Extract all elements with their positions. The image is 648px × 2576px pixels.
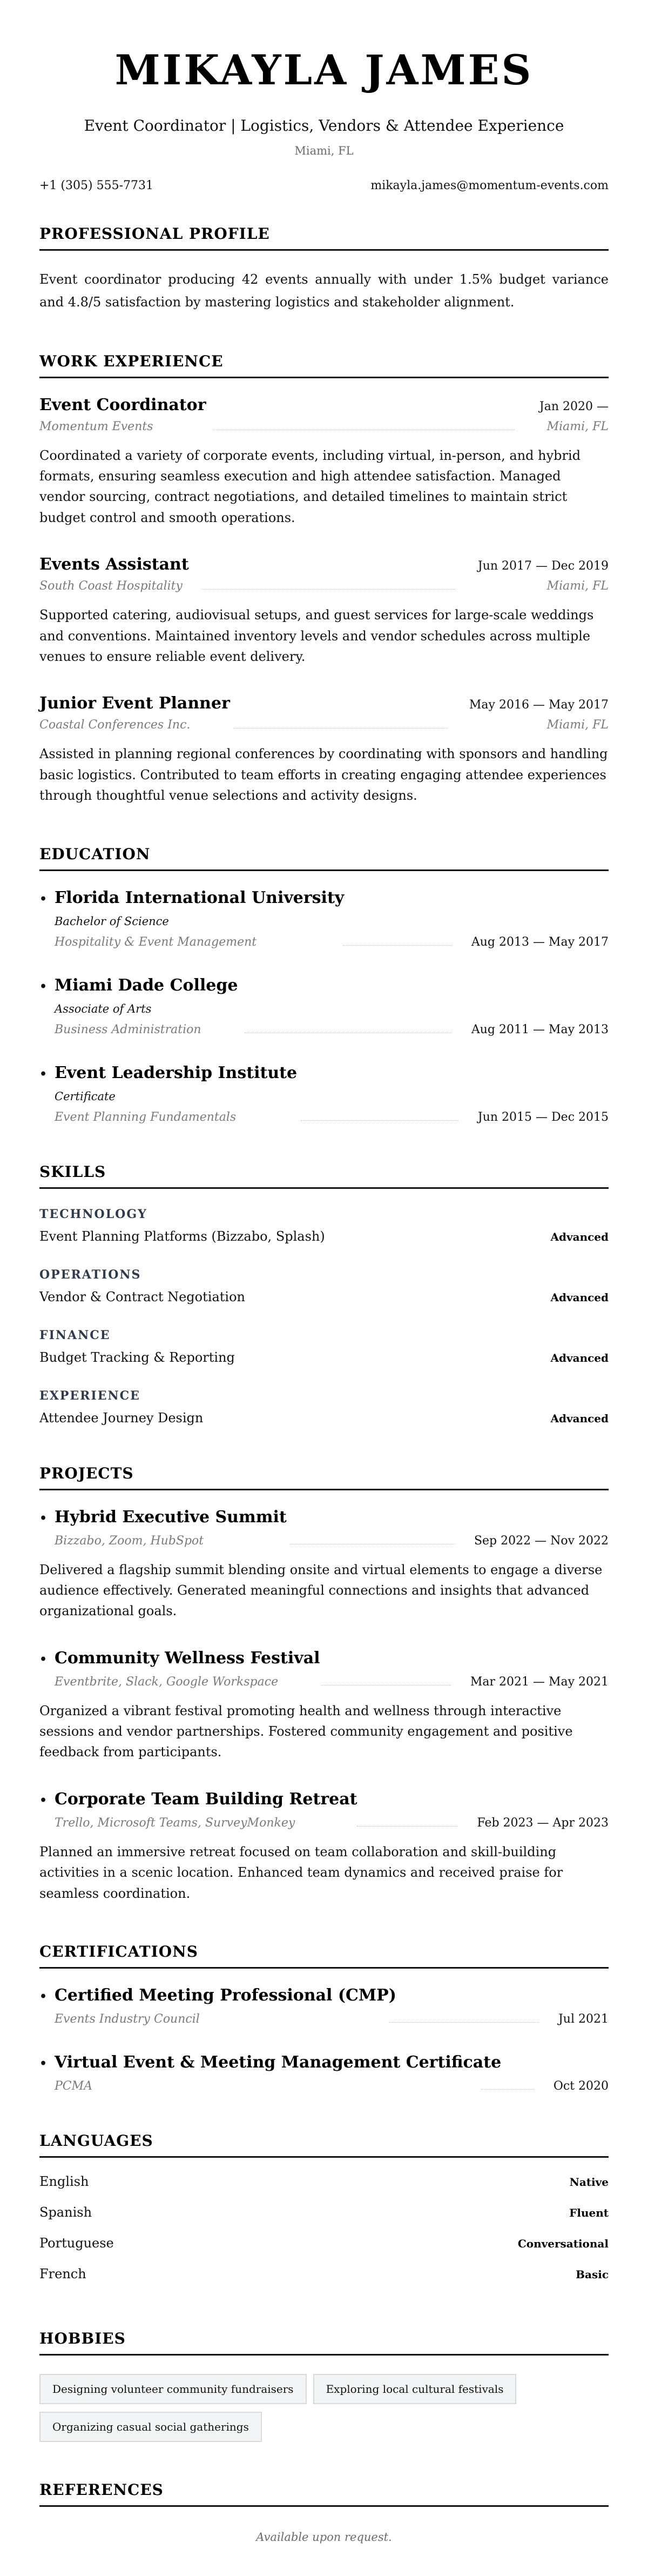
skill-group: [39, 1207, 609, 1244]
skill-level: Advanced: [550, 1351, 609, 1364]
bullet-icon: •: [39, 1511, 48, 1525]
language-row: [39, 2236, 609, 2266]
dotted-leader: [301, 1120, 458, 1121]
company-name: South Coast Hospitality: [39, 579, 183, 593]
header-location: Miami, FL: [294, 144, 354, 157]
skill-level: Advanced: [550, 1411, 609, 1425]
phone-number[interactable]: +1 (305) 555-7731: [39, 178, 153, 192]
dotted-leader: [343, 945, 452, 946]
education-entry: [39, 1063, 609, 1124]
field-of-study: Hospitality & Event Management: [55, 935, 257, 949]
skill-group: [39, 1389, 609, 1426]
project-tools: Eventbrite, Slack, Google Workspace: [55, 1675, 279, 1689]
certification-date: Jul 2021: [558, 2012, 609, 2026]
project-name: Hybrid Executive Summit: [55, 1507, 287, 1527]
field-of-study: Event Planning Fundamentals: [55, 1110, 237, 1124]
education-dates: Aug 2011 — May 2013: [471, 1022, 609, 1036]
job-title: Junior Event Planner: [39, 694, 230, 713]
skill-name: Attendee Journey Design: [39, 1410, 204, 1426]
school-name: Florida International University: [55, 888, 345, 907]
language-row: [39, 2266, 609, 2297]
bullet-icon: •: [39, 979, 48, 994]
job-location: Miami, FL: [546, 579, 609, 593]
job-entry: [39, 694, 609, 806]
project-dates: Mar 2021 — May 2021: [470, 1675, 609, 1689]
references-section: [39, 2481, 609, 2544]
bullet-icon: •: [39, 2057, 48, 2071]
skill-category: EXPERIENCE: [39, 1388, 140, 1403]
dotted-leader: [389, 2022, 539, 2023]
education-entry: [39, 888, 609, 949]
project-name: Corporate Team Building Retreat: [55, 1789, 357, 1809]
certification-name: Certified Meeting Professional (CMP): [55, 1986, 396, 2005]
bullet-icon: •: [39, 1793, 48, 1808]
language-level: Conversational: [517, 2237, 609, 2251]
section-title-education: EDUCATION: [39, 845, 609, 871]
hobbies-section: [39, 2330, 609, 2442]
bullet-icon: •: [39, 1652, 48, 1667]
job-location: Miami, FL: [546, 419, 609, 433]
education-entry: [39, 976, 609, 1036]
project-description: Delivered a flagship summit blending onsite and virtual elements to engage a diverse audience effectively. Generated meaningful connections and insights that advanced organizational goals.: [39, 1562, 603, 1619]
bullet-icon: •: [39, 892, 48, 906]
section-title-work: WORK EXPERIENCE: [39, 352, 609, 378]
dotted-leader: [202, 589, 455, 590]
job-location: Miami, FL: [546, 718, 609, 732]
contact-row: [39, 179, 609, 192]
job-description: Supported catering, audiovisual setups, and guest services for large-scale weddings and conventions. Maintained inventory levels and vendor schedules across multiple venues to ensure reliable event delivery.: [39, 607, 594, 664]
language-name: English: [39, 2174, 89, 2190]
hobby-tag: Exploring local cultural festivals: [313, 2374, 517, 2404]
job-entry: [39, 555, 609, 667]
company-name: Coastal Conferences Inc.: [39, 718, 191, 732]
hobby-tag: Organizing casual social gatherings: [39, 2412, 262, 2442]
education-dates: Aug 2013 — May 2017: [471, 935, 609, 949]
project-description: Organized a vibrant festival promoting health and wellness through interactive sessions and vendor partnerships. Fostered community engagement and positive feedback from participants.: [39, 1703, 573, 1760]
skill-name: Vendor & Contract Negotiation: [39, 1289, 245, 1304]
section-title-hobbies: HOBBIES: [39, 2330, 609, 2356]
certifications-section: [39, 1943, 609, 2093]
skill-name: Event Planning Platforms (Bizzabo, Splash): [39, 1228, 325, 1244]
language-name: Spanish: [39, 2205, 92, 2220]
bullet-icon: •: [39, 1067, 48, 1081]
bullet-icon: •: [39, 1990, 48, 2004]
hobby-tags: [39, 2374, 579, 2442]
section-title-profile: PROFESSIONAL PROFILE: [39, 225, 609, 251]
candidate-name: MIKAYLA JAMES: [114, 46, 534, 94]
certification-entry: [39, 1986, 609, 2026]
certification-issuer: Events Industry Council: [55, 2012, 200, 2026]
project-entry: [39, 1649, 609, 1763]
project-tools: Bizzabo, Zoom, HubSpot: [55, 1534, 204, 1548]
skill-category: OPERATIONS: [39, 1267, 141, 1282]
certification-date: Oct 2020: [553, 2079, 609, 2093]
education-dates: Jun 2015 — Dec 2015: [477, 1110, 609, 1124]
field-of-study: Business Administration: [55, 1022, 201, 1036]
project-dates: Sep 2022 — Nov 2022: [474, 1534, 609, 1548]
skill-name: Budget Tracking & Reporting: [39, 1349, 235, 1365]
project-description: Planned an immersive retreat focused on team collaboration and skill-building activities in a scenic location. Enhanced team dynamics and received praise for seamless coordination.: [39, 1844, 563, 1901]
projects-section: [39, 1464, 609, 1904]
job-entry: [39, 396, 609, 528]
project-tools: Trello, Microsoft Teams, SurveyMonkey: [55, 1816, 295, 1830]
language-level: Basic: [576, 2268, 609, 2281]
dotted-leader: [481, 2089, 534, 2090]
school-name: Miami Dade College: [55, 975, 238, 995]
certification-issuer: PCMA: [55, 2079, 93, 2093]
job-dates: Jan 2020 —: [539, 399, 609, 413]
section-title-languages: LANGUAGES: [39, 2132, 609, 2158]
job-description: Coordinated a variety of corporate events, including virtual, in-person, and hybrid formats, ensuring seamless execution and high attendee satisfaction. Managed vendor sourcing, contract negotiations, and detailed timelines to maintain strict budget control and smooth operations.: [39, 447, 581, 525]
resume-header: [39, 48, 609, 192]
job-dates: May 2016 — May 2017: [469, 698, 609, 712]
languages-section: [39, 2132, 609, 2297]
language-level: Native: [569, 2176, 609, 2189]
skill-category: FINANCE: [39, 1328, 111, 1342]
language-row: [39, 2174, 609, 2205]
project-name: Community Wellness Festival: [55, 1648, 320, 1668]
certification-entry: [39, 2053, 609, 2093]
job-title: Event Coordinator: [39, 395, 206, 414]
skill-group: [39, 1328, 609, 1365]
headline: Event Coordinator | Logistics, Vendors & Attendee Experience: [84, 116, 564, 135]
email-address[interactable]: mikayla.james@momentum-events.com: [370, 178, 609, 192]
work-experience-section: [39, 352, 609, 806]
degree: Certificate: [55, 1089, 116, 1103]
project-entry: [39, 1508, 609, 1622]
references-note: Available upon request.: [256, 2531, 392, 2544]
education-section: [39, 845, 609, 1124]
language-name: Portuguese: [39, 2236, 114, 2251]
profile-summary: Event coordinator producing 42 events annually with under 1.5% budget variance and 4.8/5 satisfaction by mastering logistics and stakeholder alignment.: [39, 271, 609, 310]
hobby-tag: Designing volunteer community fundraisers: [39, 2374, 307, 2404]
language-list: [39, 2174, 609, 2297]
project-dates: Feb 2023 — Apr 2023: [477, 1816, 609, 1830]
job-title: Events Assistant: [39, 555, 189, 574]
degree: Bachelor of Science: [55, 914, 169, 928]
company-name: Momentum Events: [39, 419, 153, 433]
job-description: Assisted in planning regional conferences by coordinating with sponsors and handling basic logistics. Contributed to team efforts in creating engaging attendee experiences through thoughtful venue selections and activity designs.: [39, 746, 608, 804]
skills-section: [39, 1163, 609, 1426]
certification-name: Virtual Event & Meeting Management Certificate: [55, 2053, 502, 2072]
section-title-projects: PROJECTS: [39, 1464, 609, 1490]
skill-category: TECHNOLOGY: [39, 1207, 147, 1221]
language-name: French: [39, 2266, 86, 2282]
project-entry: [39, 1790, 609, 1904]
section-title-skills: SKILLS: [39, 1163, 609, 1189]
language-row: [39, 2205, 609, 2236]
profile-section: [39, 225, 609, 313]
skill-level: Advanced: [550, 1230, 609, 1243]
skill-group: [39, 1268, 609, 1304]
language-level: Fluent: [569, 2206, 609, 2220]
skill-level: Advanced: [550, 1290, 609, 1304]
section-title-certifications: CERTIFICATIONS: [39, 1943, 609, 1969]
degree: Associate of Arts: [55, 1002, 152, 1015]
school-name: Event Leadership Institute: [55, 1063, 298, 1082]
section-title-references: REFERENCES: [39, 2481, 609, 2507]
job-dates: Jun 2017 — Dec 2019: [477, 559, 609, 573]
